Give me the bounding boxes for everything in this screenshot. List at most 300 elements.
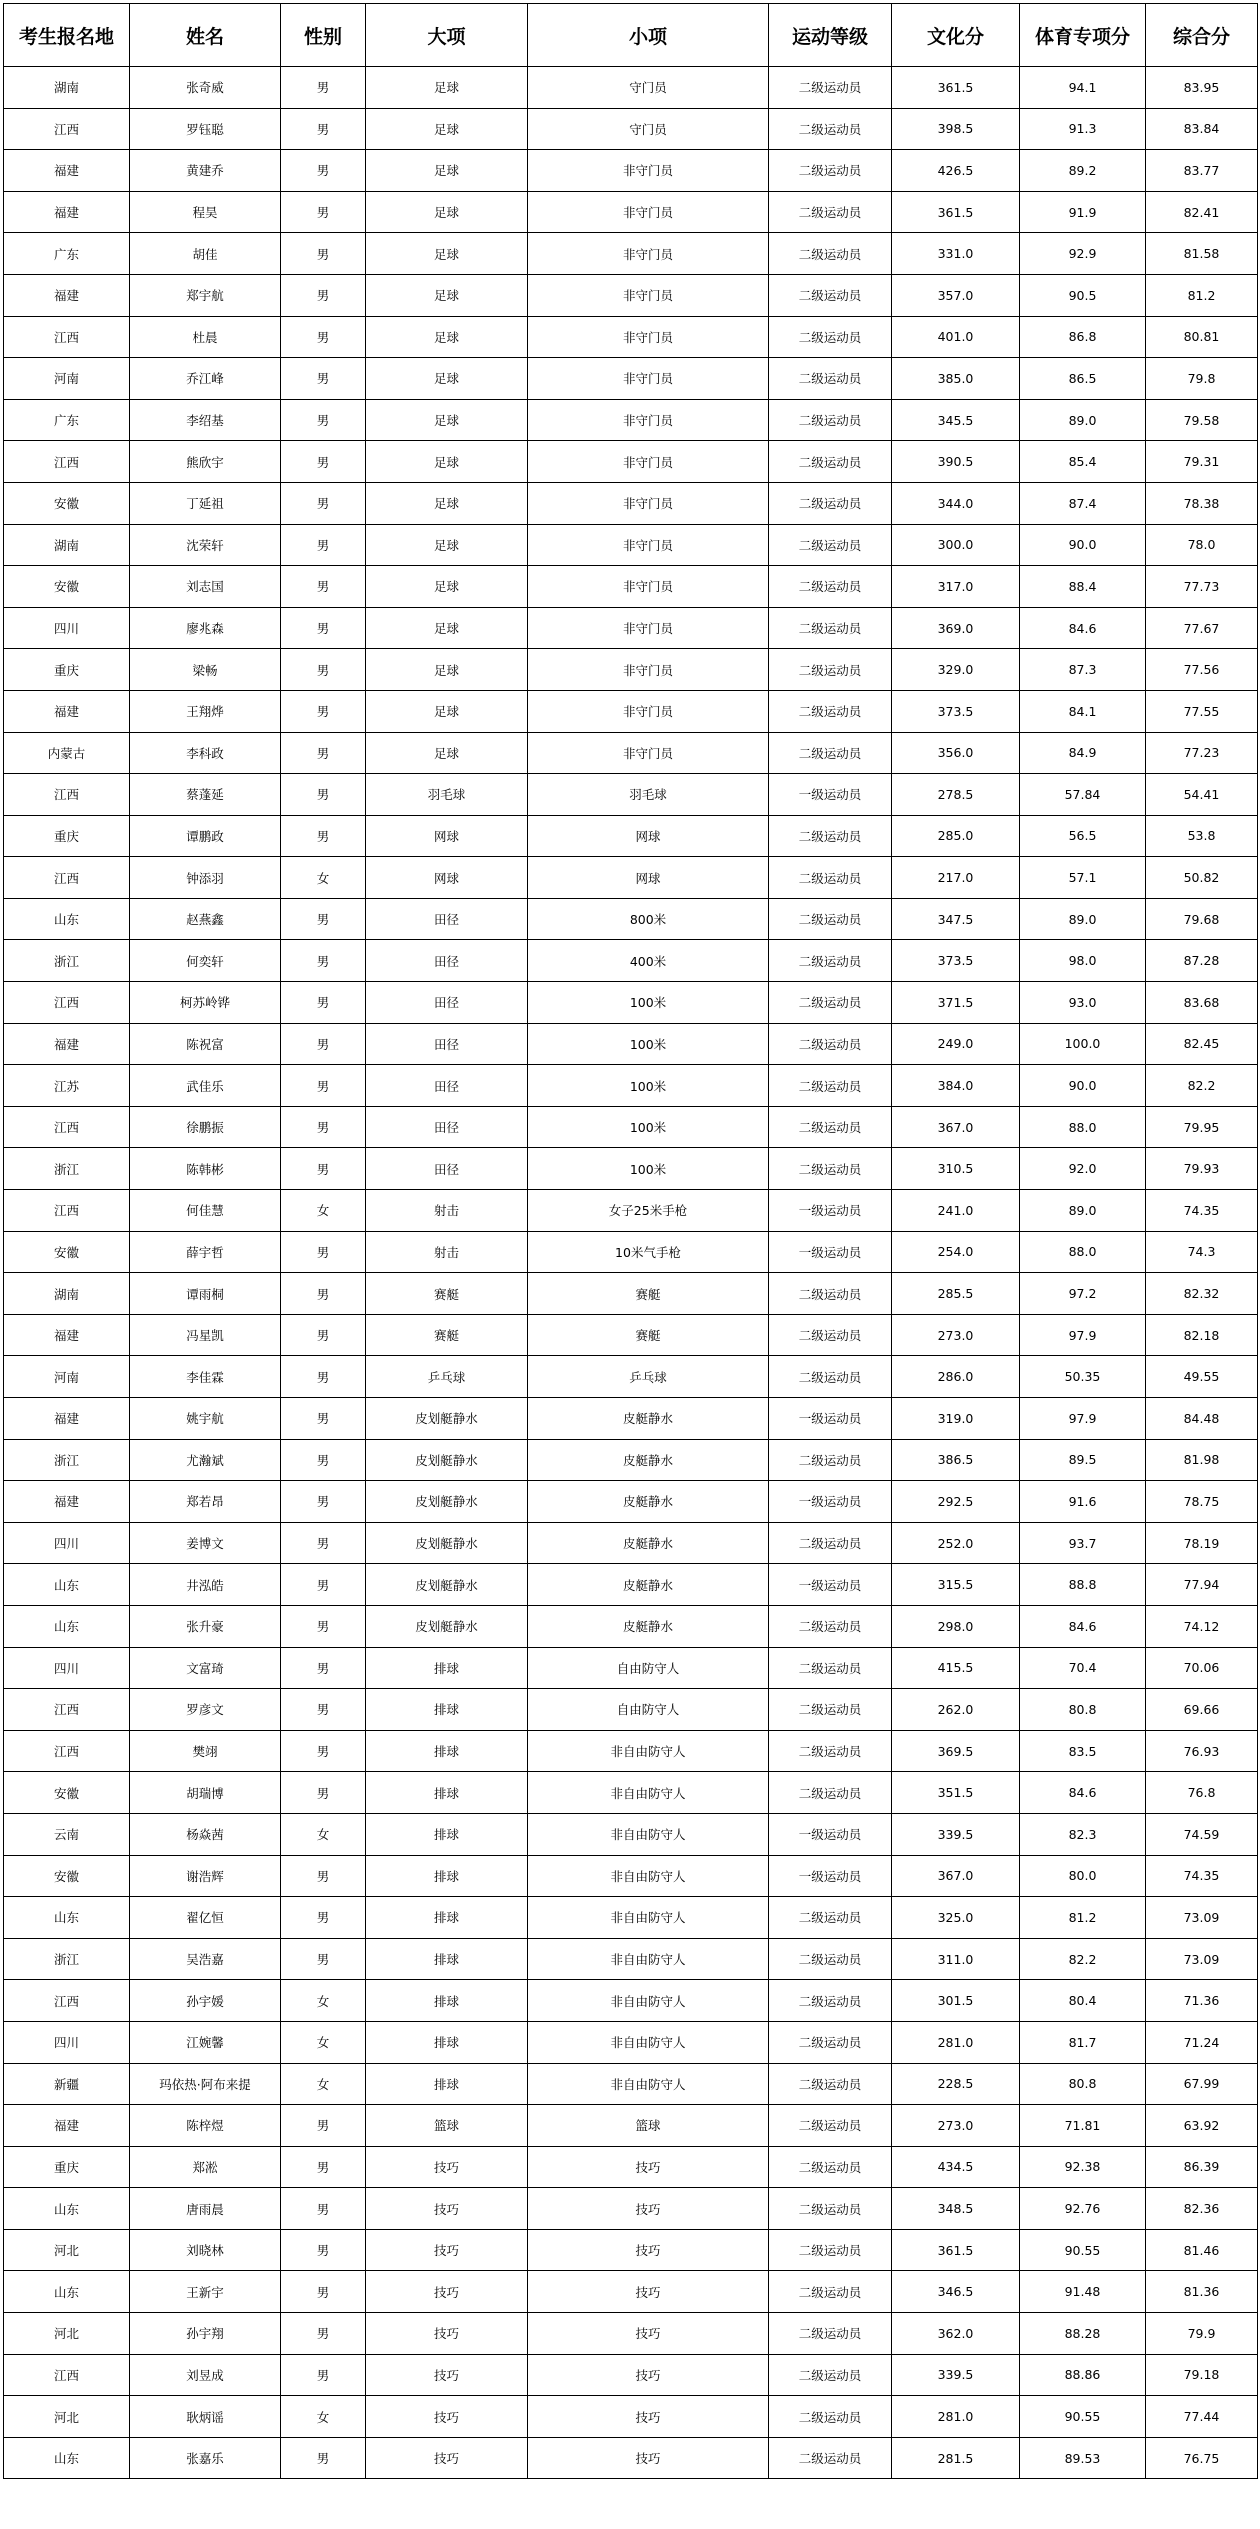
sport-score-cell: 87.3 (1020, 649, 1146, 691)
table-row (4, 233, 1258, 275)
event-cell: 非自由防守人 (528, 1813, 769, 1855)
total-score-cell: 74.35 (1146, 1190, 1258, 1232)
culture-score-cell: 384.0 (892, 1065, 1020, 1107)
sport-score-cell: 88.4 (1020, 566, 1146, 608)
level-cell: 一级运动员 (769, 1398, 892, 1440)
region-cell: 江西 (4, 1106, 130, 1148)
sport-cell: 排球 (366, 1689, 528, 1731)
culture-score-cell: 281.5 (892, 2437, 1020, 2479)
sport-score-cell: 90.55 (1020, 2229, 1146, 2271)
level-cell: 一级运动员 (769, 1855, 892, 1897)
level-cell: 二级运动员 (769, 441, 892, 483)
event-cell: 技巧 (528, 2146, 769, 2188)
level-cell: 一级运动员 (769, 1190, 892, 1232)
table-row (4, 1190, 1258, 1232)
region-cell: 福建 (4, 1314, 130, 1356)
gender-cell: 男 (281, 1023, 366, 1065)
sport-cell: 技巧 (366, 2229, 528, 2271)
name-cell: 武佳乐 (130, 1065, 281, 1107)
sport-score-cell: 91.9 (1020, 191, 1146, 233)
level-cell: 二级运动员 (769, 2188, 892, 2230)
total-score-cell: 77.44 (1146, 2396, 1258, 2438)
total-score-cell: 73.09 (1146, 1897, 1258, 1939)
event-cell: 守门员 (528, 67, 769, 109)
name-cell: 罗钰聪 (130, 108, 281, 150)
gender-cell: 男 (281, 1605, 366, 1647)
gender-cell: 男 (281, 1356, 366, 1398)
region-cell: 浙江 (4, 940, 130, 982)
level-cell: 二级运动员 (769, 1605, 892, 1647)
culture-score-cell: 373.5 (892, 690, 1020, 732)
sport-score-cell: 89.0 (1020, 1190, 1146, 1232)
event-cell: 非守门员 (528, 274, 769, 316)
gender-cell: 男 (281, 690, 366, 732)
event-cell: 非守门员 (528, 191, 769, 233)
sport-cell: 皮划艇静水 (366, 1398, 528, 1440)
region-cell: 福建 (4, 690, 130, 732)
level-cell: 二级运动员 (769, 1439, 892, 1481)
sport-score-cell: 89.0 (1020, 399, 1146, 441)
region-cell: 山东 (4, 2188, 130, 2230)
event-cell: 非自由防守人 (528, 1980, 769, 2022)
sport-score-cell: 93.0 (1020, 982, 1146, 1024)
gender-cell: 男 (281, 1855, 366, 1897)
level-cell: 二级运动员 (769, 607, 892, 649)
total-score-cell: 79.68 (1146, 898, 1258, 940)
name-cell: 唐雨晨 (130, 2188, 281, 2230)
name-cell: 程昊 (130, 191, 281, 233)
total-score-cell: 76.93 (1146, 1730, 1258, 1772)
event-cell: 100米 (528, 1023, 769, 1065)
gender-cell: 男 (281, 566, 366, 608)
sport-cell: 赛艇 (366, 1314, 528, 1356)
table-row (4, 482, 1258, 524)
region-cell: 福建 (4, 1023, 130, 1065)
level-cell: 二级运动员 (769, 191, 892, 233)
region-cell: 广东 (4, 399, 130, 441)
event-cell: 羽毛球 (528, 774, 769, 816)
culture-score-cell: 329.0 (892, 649, 1020, 691)
culture-score-cell: 426.5 (892, 150, 1020, 192)
total-score-cell: 77.23 (1146, 732, 1258, 774)
table-row (4, 982, 1258, 1024)
total-score-cell: 78.38 (1146, 482, 1258, 524)
culture-score-cell: 345.5 (892, 399, 1020, 441)
name-cell: 谭雨桐 (130, 1273, 281, 1315)
total-score-cell: 83.77 (1146, 150, 1258, 192)
name-cell: 刘晓林 (130, 2229, 281, 2271)
event-cell: 100米 (528, 1106, 769, 1148)
name-cell: 樊翊 (130, 1730, 281, 1772)
sport-score-cell: 88.0 (1020, 1231, 1146, 1273)
level-cell: 二级运动员 (769, 1647, 892, 1689)
event-cell: 非守门员 (528, 482, 769, 524)
region-cell: 江西 (4, 1190, 130, 1232)
culture-score-cell: 301.5 (892, 1980, 1020, 2022)
gender-cell: 男 (281, 2229, 366, 2271)
level-cell: 二级运动员 (769, 732, 892, 774)
event-cell: 100米 (528, 1148, 769, 1190)
total-score-cell: 79.58 (1146, 399, 1258, 441)
header-event: 小项 (528, 4, 769, 67)
gender-cell: 女 (281, 1813, 366, 1855)
name-cell: 郑若昂 (130, 1481, 281, 1523)
sport-cell: 足球 (366, 649, 528, 691)
level-cell: 二级运动员 (769, 1023, 892, 1065)
gender-cell: 男 (281, 1730, 366, 1772)
total-score-cell: 79.8 (1146, 358, 1258, 400)
event-cell: 非自由防守人 (528, 1897, 769, 1939)
table-body (4, 67, 1258, 2479)
gender-cell: 男 (281, 1481, 366, 1523)
name-cell: 徐鹏振 (130, 1106, 281, 1148)
name-cell: 张升豪 (130, 1605, 281, 1647)
event-cell: 守门员 (528, 108, 769, 150)
total-score-cell: 87.28 (1146, 940, 1258, 982)
sport-cell: 羽毛球 (366, 774, 528, 816)
culture-score-cell: 331.0 (892, 233, 1020, 275)
total-score-cell: 79.9 (1146, 2313, 1258, 2355)
event-cell: 技巧 (528, 2188, 769, 2230)
gender-cell: 男 (281, 1564, 366, 1606)
sport-score-cell: 84.6 (1020, 1605, 1146, 1647)
total-score-cell: 83.95 (1146, 67, 1258, 109)
gender-cell: 男 (281, 441, 366, 483)
level-cell: 二级运动员 (769, 690, 892, 732)
gender-cell: 男 (281, 1689, 366, 1731)
culture-score-cell: 315.5 (892, 1564, 1020, 1606)
sport-score-cell: 92.9 (1020, 233, 1146, 275)
event-cell: 皮艇静水 (528, 1398, 769, 1440)
event-cell: 非守门员 (528, 690, 769, 732)
region-cell: 江西 (4, 1689, 130, 1731)
sport-score-cell: 89.5 (1020, 1439, 1146, 1481)
gender-cell: 男 (281, 150, 366, 192)
level-cell: 二级运动员 (769, 2271, 892, 2313)
culture-score-cell: 367.0 (892, 1106, 1020, 1148)
sport-cell: 皮划艇静水 (366, 1564, 528, 1606)
event-cell: 篮球 (528, 2105, 769, 2147)
table-row (4, 191, 1258, 233)
name-cell: 郑宇航 (130, 274, 281, 316)
sport-score-cell: 89.0 (1020, 898, 1146, 940)
name-cell: 沈荣轩 (130, 524, 281, 566)
level-cell: 二级运动员 (769, 857, 892, 899)
sport-cell: 射击 (366, 1231, 528, 1273)
table-row (4, 274, 1258, 316)
table-row (4, 898, 1258, 940)
level-cell: 二级运动员 (769, 1356, 892, 1398)
sport-score-cell: 91.6 (1020, 1481, 1146, 1523)
region-cell: 湖南 (4, 67, 130, 109)
event-cell: 非守门员 (528, 150, 769, 192)
region-cell: 福建 (4, 2105, 130, 2147)
sport-score-cell: 87.4 (1020, 482, 1146, 524)
culture-score-cell: 401.0 (892, 316, 1020, 358)
sport-score-cell: 91.48 (1020, 2271, 1146, 2313)
level-cell: 二级运动员 (769, 358, 892, 400)
total-score-cell: 80.81 (1146, 316, 1258, 358)
culture-score-cell: 385.0 (892, 358, 1020, 400)
table-row (4, 1356, 1258, 1398)
table-row (4, 2437, 1258, 2479)
sport-cell: 技巧 (366, 2354, 528, 2396)
event-cell: 皮艇静水 (528, 1439, 769, 1481)
table-row (4, 1439, 1258, 1481)
table-row (4, 150, 1258, 192)
culture-score-cell: 249.0 (892, 1023, 1020, 1065)
sport-cell: 技巧 (366, 2188, 528, 2230)
sport-score-cell: 98.0 (1020, 940, 1146, 982)
name-cell: 王翔烨 (130, 690, 281, 732)
total-score-cell: 86.39 (1146, 2146, 1258, 2188)
name-cell: 井泓皓 (130, 1564, 281, 1606)
sport-score-cell: 80.4 (1020, 1980, 1146, 2022)
sport-score-cell: 90.55 (1020, 2396, 1146, 2438)
sport-score-cell: 80.8 (1020, 2063, 1146, 2105)
culture-score-cell: 344.0 (892, 482, 1020, 524)
total-score-cell: 82.18 (1146, 1314, 1258, 1356)
sport-cell: 网球 (366, 857, 528, 899)
region-cell: 山东 (4, 2271, 130, 2313)
event-cell: 自由防守人 (528, 1689, 769, 1731)
culture-score-cell: 228.5 (892, 2063, 1020, 2105)
level-cell: 二级运动员 (769, 1730, 892, 1772)
region-cell: 福建 (4, 1481, 130, 1523)
sport-score-cell: 90.0 (1020, 524, 1146, 566)
sport-cell: 田径 (366, 898, 528, 940)
region-cell: 重庆 (4, 2146, 130, 2188)
sport-score-cell: 97.9 (1020, 1314, 1146, 1356)
region-cell: 安徽 (4, 1231, 130, 1273)
sport-score-cell: 100.0 (1020, 1023, 1146, 1065)
gender-cell: 男 (281, 1897, 366, 1939)
event-cell: 非自由防守人 (528, 2063, 769, 2105)
region-cell: 江西 (4, 1980, 130, 2022)
event-cell: 非守门员 (528, 732, 769, 774)
sport-score-cell: 88.86 (1020, 2354, 1146, 2396)
region-cell: 湖南 (4, 524, 130, 566)
level-cell: 二级运动员 (769, 524, 892, 566)
sport-cell: 排球 (366, 1647, 528, 1689)
region-cell: 四川 (4, 2021, 130, 2063)
total-score-cell: 81.58 (1146, 233, 1258, 275)
level-cell: 二级运动员 (769, 2396, 892, 2438)
name-cell: 蔡蓬延 (130, 774, 281, 816)
sport-cell: 足球 (366, 358, 528, 400)
region-cell: 山东 (4, 2437, 130, 2479)
region-cell: 江西 (4, 982, 130, 1024)
sport-score-cell: 89.2 (1020, 150, 1146, 192)
sport-score-cell: 80.0 (1020, 1855, 1146, 1897)
region-cell: 江西 (4, 774, 130, 816)
event-cell: 女子25米手枪 (528, 1190, 769, 1232)
table-row (4, 2021, 1258, 2063)
table-row (4, 940, 1258, 982)
region-cell: 重庆 (4, 649, 130, 691)
region-cell: 江西 (4, 316, 130, 358)
sport-cell: 皮划艇静水 (366, 1522, 528, 1564)
name-cell: 玛依热·阿布来提 (130, 2063, 281, 2105)
event-cell: 非自由防守人 (528, 1772, 769, 1814)
level-cell: 二级运动员 (769, 2105, 892, 2147)
table-row (4, 316, 1258, 358)
level-cell: 二级运动员 (769, 399, 892, 441)
culture-score-cell: 348.5 (892, 2188, 1020, 2230)
sport-cell: 排球 (366, 1730, 528, 1772)
table-row (4, 1730, 1258, 1772)
sport-cell: 足球 (366, 690, 528, 732)
table-row (4, 1023, 1258, 1065)
total-score-cell: 74.3 (1146, 1231, 1258, 1273)
gender-cell: 男 (281, 2105, 366, 2147)
event-cell: 非自由防守人 (528, 1730, 769, 1772)
total-score-cell: 77.56 (1146, 649, 1258, 691)
sport-cell: 皮划艇静水 (366, 1439, 528, 1481)
culture-score-cell: 319.0 (892, 1398, 1020, 1440)
event-cell: 非守门员 (528, 649, 769, 691)
total-score-cell: 53.8 (1146, 815, 1258, 857)
culture-score-cell: 434.5 (892, 2146, 1020, 2188)
event-cell: 赛艇 (528, 1314, 769, 1356)
name-cell: 胡瑞博 (130, 1772, 281, 1814)
total-score-cell: 81.36 (1146, 2271, 1258, 2313)
region-cell: 江西 (4, 108, 130, 150)
region-cell: 重庆 (4, 815, 130, 857)
header-athlete-level: 运动等级 (769, 4, 892, 67)
sport-cell: 足球 (366, 399, 528, 441)
sport-score-cell: 85.4 (1020, 441, 1146, 483)
level-cell: 二级运动员 (769, 982, 892, 1024)
table-row (4, 1106, 1258, 1148)
gender-cell: 男 (281, 191, 366, 233)
gender-cell: 男 (281, 940, 366, 982)
sport-cell: 排球 (366, 1897, 528, 1939)
level-cell: 二级运动员 (769, 1980, 892, 2022)
name-cell: 姜博文 (130, 1522, 281, 1564)
region-cell: 河北 (4, 2229, 130, 2271)
sport-cell: 技巧 (366, 2146, 528, 2188)
total-score-cell: 77.55 (1146, 690, 1258, 732)
level-cell: 二级运动员 (769, 566, 892, 608)
results-table-container (3, 3, 1258, 2479)
level-cell: 二级运动员 (769, 1148, 892, 1190)
event-cell: 非守门员 (528, 607, 769, 649)
total-score-cell: 71.24 (1146, 2021, 1258, 2063)
sport-cell: 田径 (366, 1148, 528, 1190)
culture-score-cell: 367.0 (892, 1855, 1020, 1897)
name-cell: 柯苏岭铧 (130, 982, 281, 1024)
table-row (4, 1065, 1258, 1107)
sport-score-cell: 57.1 (1020, 857, 1146, 899)
table-row (4, 1273, 1258, 1315)
sport-score-cell: 94.1 (1020, 67, 1146, 109)
total-score-cell: 54.41 (1146, 774, 1258, 816)
gender-cell: 男 (281, 1398, 366, 1440)
culture-score-cell: 373.5 (892, 940, 1020, 982)
name-cell: 李佳霖 (130, 1356, 281, 1398)
gender-cell: 男 (281, 274, 366, 316)
event-cell: 皮艇静水 (528, 1481, 769, 1523)
gender-cell: 男 (281, 399, 366, 441)
sport-score-cell: 97.9 (1020, 1398, 1146, 1440)
culture-score-cell: 362.0 (892, 2313, 1020, 2355)
name-cell: 江婉馨 (130, 2021, 281, 2063)
sport-cell: 皮划艇静水 (366, 1481, 528, 1523)
culture-score-cell: 273.0 (892, 2105, 1020, 2147)
gender-cell: 男 (281, 982, 366, 1024)
name-cell: 杨焱茜 (130, 1813, 281, 1855)
culture-score-cell: 252.0 (892, 1522, 1020, 1564)
event-cell: 皮艇静水 (528, 1564, 769, 1606)
total-score-cell: 82.32 (1146, 1273, 1258, 1315)
total-score-cell: 78.0 (1146, 524, 1258, 566)
sport-cell: 篮球 (366, 2105, 528, 2147)
sport-score-cell: 97.2 (1020, 1273, 1146, 1315)
event-cell: 皮艇静水 (528, 1522, 769, 1564)
gender-cell: 男 (281, 2188, 366, 2230)
table-row (4, 1689, 1258, 1731)
event-cell: 技巧 (528, 2396, 769, 2438)
region-cell: 福建 (4, 1398, 130, 1440)
gender-cell: 男 (281, 1772, 366, 1814)
culture-score-cell: 415.5 (892, 1647, 1020, 1689)
gender-cell: 男 (281, 1314, 366, 1356)
table-row (4, 441, 1258, 483)
table-row (4, 1481, 1258, 1523)
gender-cell: 男 (281, 2271, 366, 2313)
table-row (4, 2271, 1258, 2313)
culture-score-cell: 339.5 (892, 1813, 1020, 1855)
level-cell: 二级运动员 (769, 2313, 892, 2355)
name-cell: 薛宇哲 (130, 1231, 281, 1273)
sport-score-cell: 84.6 (1020, 1772, 1146, 1814)
gender-cell: 男 (281, 2146, 366, 2188)
sport-cell: 技巧 (366, 2271, 528, 2313)
region-cell: 福建 (4, 150, 130, 192)
total-score-cell: 74.59 (1146, 1813, 1258, 1855)
sport-score-cell: 80.8 (1020, 1689, 1146, 1731)
region-cell: 安徽 (4, 482, 130, 524)
culture-score-cell: 254.0 (892, 1231, 1020, 1273)
table-row (4, 2146, 1258, 2188)
name-cell: 杜晨 (130, 316, 281, 358)
level-cell: 二级运动员 (769, 150, 892, 192)
sport-cell: 足球 (366, 732, 528, 774)
event-cell: 非守门员 (528, 358, 769, 400)
sport-score-cell: 83.5 (1020, 1730, 1146, 1772)
event-cell: 10米气手枪 (528, 1231, 769, 1273)
table-row (4, 1605, 1258, 1647)
gender-cell: 男 (281, 482, 366, 524)
sport-cell: 田径 (366, 940, 528, 982)
name-cell: 冯星凯 (130, 1314, 281, 1356)
total-score-cell: 83.84 (1146, 108, 1258, 150)
sport-cell: 田径 (366, 1106, 528, 1148)
event-cell: 非自由防守人 (528, 1855, 769, 1897)
sport-cell: 足球 (366, 607, 528, 649)
table-row (4, 815, 1258, 857)
region-cell: 江苏 (4, 1065, 130, 1107)
sport-cell: 排球 (366, 2063, 528, 2105)
sport-cell: 田径 (366, 1023, 528, 1065)
table-row (4, 1647, 1258, 1689)
name-cell: 钟添羽 (130, 857, 281, 899)
name-cell: 姚宇航 (130, 1398, 281, 1440)
table-row (4, 2063, 1258, 2105)
region-cell: 江西 (4, 857, 130, 899)
sport-cell: 皮划艇静水 (366, 1605, 528, 1647)
